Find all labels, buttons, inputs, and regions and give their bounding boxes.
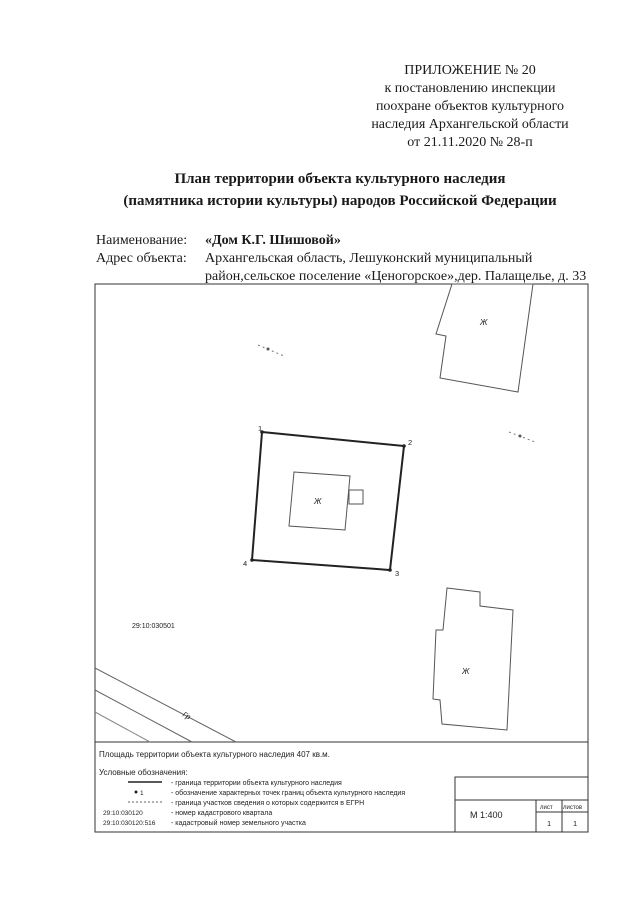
name-value: «Дом К.Г. Шишовой» — [205, 233, 341, 248]
boundary-point-3 — [388, 568, 392, 572]
sheet-label: лист — [540, 805, 553, 811]
road-label: Гр — [181, 709, 193, 722]
heritage-territory-boundary — [252, 432, 404, 570]
legend-item-2: - обозначение характерных точек границ объекта культурного наследия — [171, 790, 406, 797]
parcel-boundary-marker — [509, 432, 535, 442]
legend-title: Условные обозначения: — [99, 768, 188, 777]
cadastral-quarter-label: 29:10:030501 — [132, 623, 175, 630]
title-line-2: (памятника истории культуры) народов Российской Федерации — [123, 193, 557, 209]
legend-sample-parcel: 29:10:030120:516 — [103, 820, 156, 827]
scale-label: М 1:400 — [470, 810, 503, 820]
building-outline-top-right — [436, 284, 533, 392]
address-line-1: Архангельская область, Лешуконский муниципальный — [205, 251, 533, 266]
appendix-date-number: от 21.11.2020 № 28-п — [407, 135, 533, 150]
name-label: Наименование: — [96, 233, 188, 248]
building-label-main: Ж — [314, 497, 322, 506]
point-label-3: 3 — [395, 569, 400, 578]
legend-sample-quarter: 29:10:030120 — [103, 810, 143, 817]
road-edge-extra — [95, 712, 150, 742]
boundary-point-4 — [250, 558, 254, 562]
title-line-1: План территории объекта культурного наследия — [174, 171, 506, 187]
road-edge-lower — [95, 690, 192, 742]
sheet-number: 1 — [547, 819, 552, 828]
boundary-point-2 — [402, 444, 406, 448]
appendix-line-3: поохране объектов культурного — [375, 99, 565, 114]
appendix-line-2: к постановлению инспекции — [384, 81, 556, 96]
building-outline-bottom-right — [433, 588, 513, 730]
legend-point-symbol — [135, 791, 138, 794]
point-label-2: 2 — [408, 438, 413, 447]
address-label: Адрес объекта: — [96, 251, 187, 266]
point-label-4: 4 — [243, 559, 248, 568]
appendix-number: ПРИЛОЖЕНИЕ № 20 — [404, 63, 536, 78]
parcel-point-marker — [267, 348, 270, 351]
point-label-1: 1 — [258, 424, 263, 433]
address-line-2: район,сельское поселение «Ценогорское»,дер. Палащелье, д. 33 — [205, 269, 587, 284]
legend-sample-point: 1 — [140, 790, 144, 797]
area-text: Площадь территории объекта культурного наследия 407 кв.м. — [99, 750, 330, 759]
sheets-count: 1 — [573, 819, 578, 828]
sheets-label: листов — [563, 805, 583, 811]
legend-item-3: - граница участков сведения о которых содержится в ЕГРН — [171, 800, 365, 807]
building-label-top-right: Ж — [480, 318, 488, 327]
legend-item-5: - кадастровый номер земельного участка — [171, 820, 306, 827]
house-annex-outline — [349, 490, 363, 504]
parcel-point-marker — [519, 435, 522, 438]
road-edge-upper — [95, 668, 236, 742]
legend-item-4: - номер кадастрового квартала — [171, 810, 273, 817]
legend-item-1: - граница территории объекта культурного наследия — [171, 780, 342, 787]
appendix-line-4: наследия Архангельской области — [371, 117, 569, 132]
building-label-bottom-right: Ж — [462, 667, 470, 676]
parcel-boundary-marker — [258, 345, 284, 356]
